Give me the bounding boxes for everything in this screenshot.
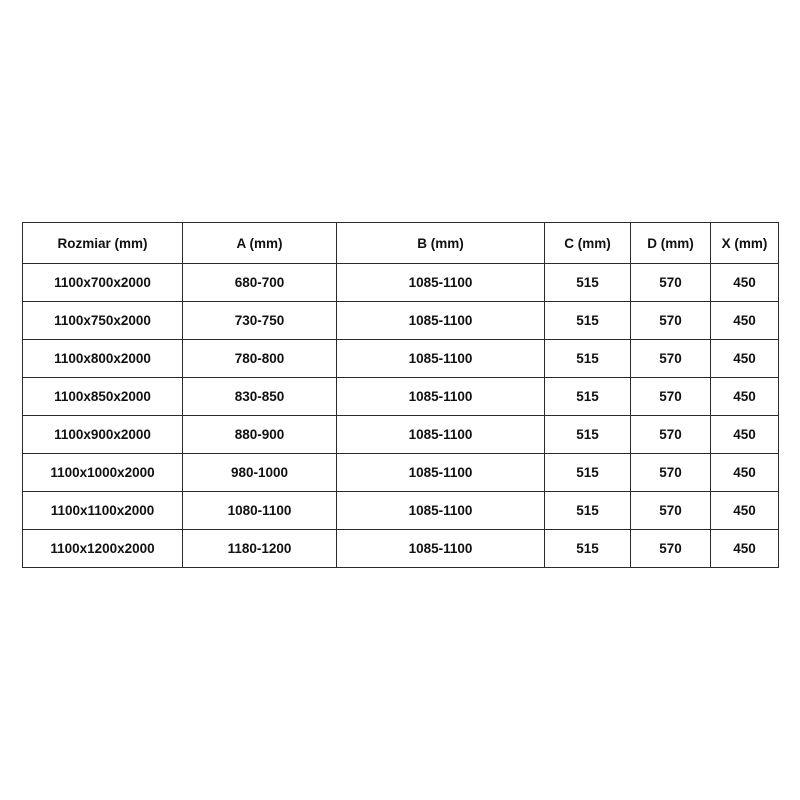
- cell-b: 1085-1100: [337, 416, 545, 454]
- cell-size: 1100x800x2000: [23, 340, 183, 378]
- cell-size: 1100x900x2000: [23, 416, 183, 454]
- cell-d: 570: [631, 302, 711, 340]
- cell-x: 450: [711, 340, 779, 378]
- cell-x: 450: [711, 416, 779, 454]
- cell-c: 515: [545, 530, 631, 568]
- cell-c: 515: [545, 264, 631, 302]
- cell-d: 570: [631, 416, 711, 454]
- cell-b: 1085-1100: [337, 340, 545, 378]
- cell-a: 730-750: [183, 302, 337, 340]
- cell-c: 515: [545, 378, 631, 416]
- cell-a: 680-700: [183, 264, 337, 302]
- spec-table-container: [22, 222, 778, 568]
- cell-x: 450: [711, 492, 779, 530]
- cell-c: 515: [545, 302, 631, 340]
- column-header-size: Rozmiar (mm): [23, 223, 183, 264]
- column-header-c: C (mm): [545, 223, 631, 264]
- cell-b: 1085-1100: [337, 492, 545, 530]
- cell-x: 450: [711, 378, 779, 416]
- cell-size: 1100x1200x2000: [23, 530, 183, 568]
- column-header-x: X (mm): [711, 223, 779, 264]
- column-header-b: B (mm): [337, 223, 545, 264]
- cell-d: 570: [631, 340, 711, 378]
- table-row: [23, 416, 779, 454]
- cell-d: 570: [631, 454, 711, 492]
- table-row: [23, 454, 779, 492]
- cell-x: 450: [711, 454, 779, 492]
- cell-d: 570: [631, 264, 711, 302]
- table-header-row: [23, 223, 779, 264]
- cell-d: 570: [631, 378, 711, 416]
- cell-a: 830-850: [183, 378, 337, 416]
- table-header: [23, 223, 779, 264]
- cell-size: 1100x700x2000: [23, 264, 183, 302]
- cell-c: 515: [545, 416, 631, 454]
- table-body: [23, 264, 779, 568]
- cell-c: 515: [545, 492, 631, 530]
- cell-d: 570: [631, 492, 711, 530]
- spec-table: [22, 222, 779, 568]
- table-row: [23, 530, 779, 568]
- cell-a: 980-1000: [183, 454, 337, 492]
- cell-a: 880-900: [183, 416, 337, 454]
- cell-c: 515: [545, 454, 631, 492]
- column-header-a: A (mm): [183, 223, 337, 264]
- table-row: [23, 378, 779, 416]
- cell-b: 1085-1100: [337, 302, 545, 340]
- column-header-d: D (mm): [631, 223, 711, 264]
- cell-a: 1080-1100: [183, 492, 337, 530]
- cell-x: 450: [711, 530, 779, 568]
- cell-b: 1085-1100: [337, 530, 545, 568]
- table-row: [23, 264, 779, 302]
- cell-size: 1100x1100x2000: [23, 492, 183, 530]
- cell-b: 1085-1100: [337, 264, 545, 302]
- cell-size: 1100x1000x2000: [23, 454, 183, 492]
- cell-x: 450: [711, 302, 779, 340]
- cell-a: 780-800: [183, 340, 337, 378]
- cell-size: 1100x850x2000: [23, 378, 183, 416]
- table-row: [23, 302, 779, 340]
- table-row: [23, 340, 779, 378]
- cell-b: 1085-1100: [337, 378, 545, 416]
- cell-a: 1180-1200: [183, 530, 337, 568]
- cell-x: 450: [711, 264, 779, 302]
- cell-c: 515: [545, 340, 631, 378]
- cell-b: 1085-1100: [337, 454, 545, 492]
- cell-d: 570: [631, 530, 711, 568]
- cell-size: 1100x750x2000: [23, 302, 183, 340]
- table-row: [23, 492, 779, 530]
